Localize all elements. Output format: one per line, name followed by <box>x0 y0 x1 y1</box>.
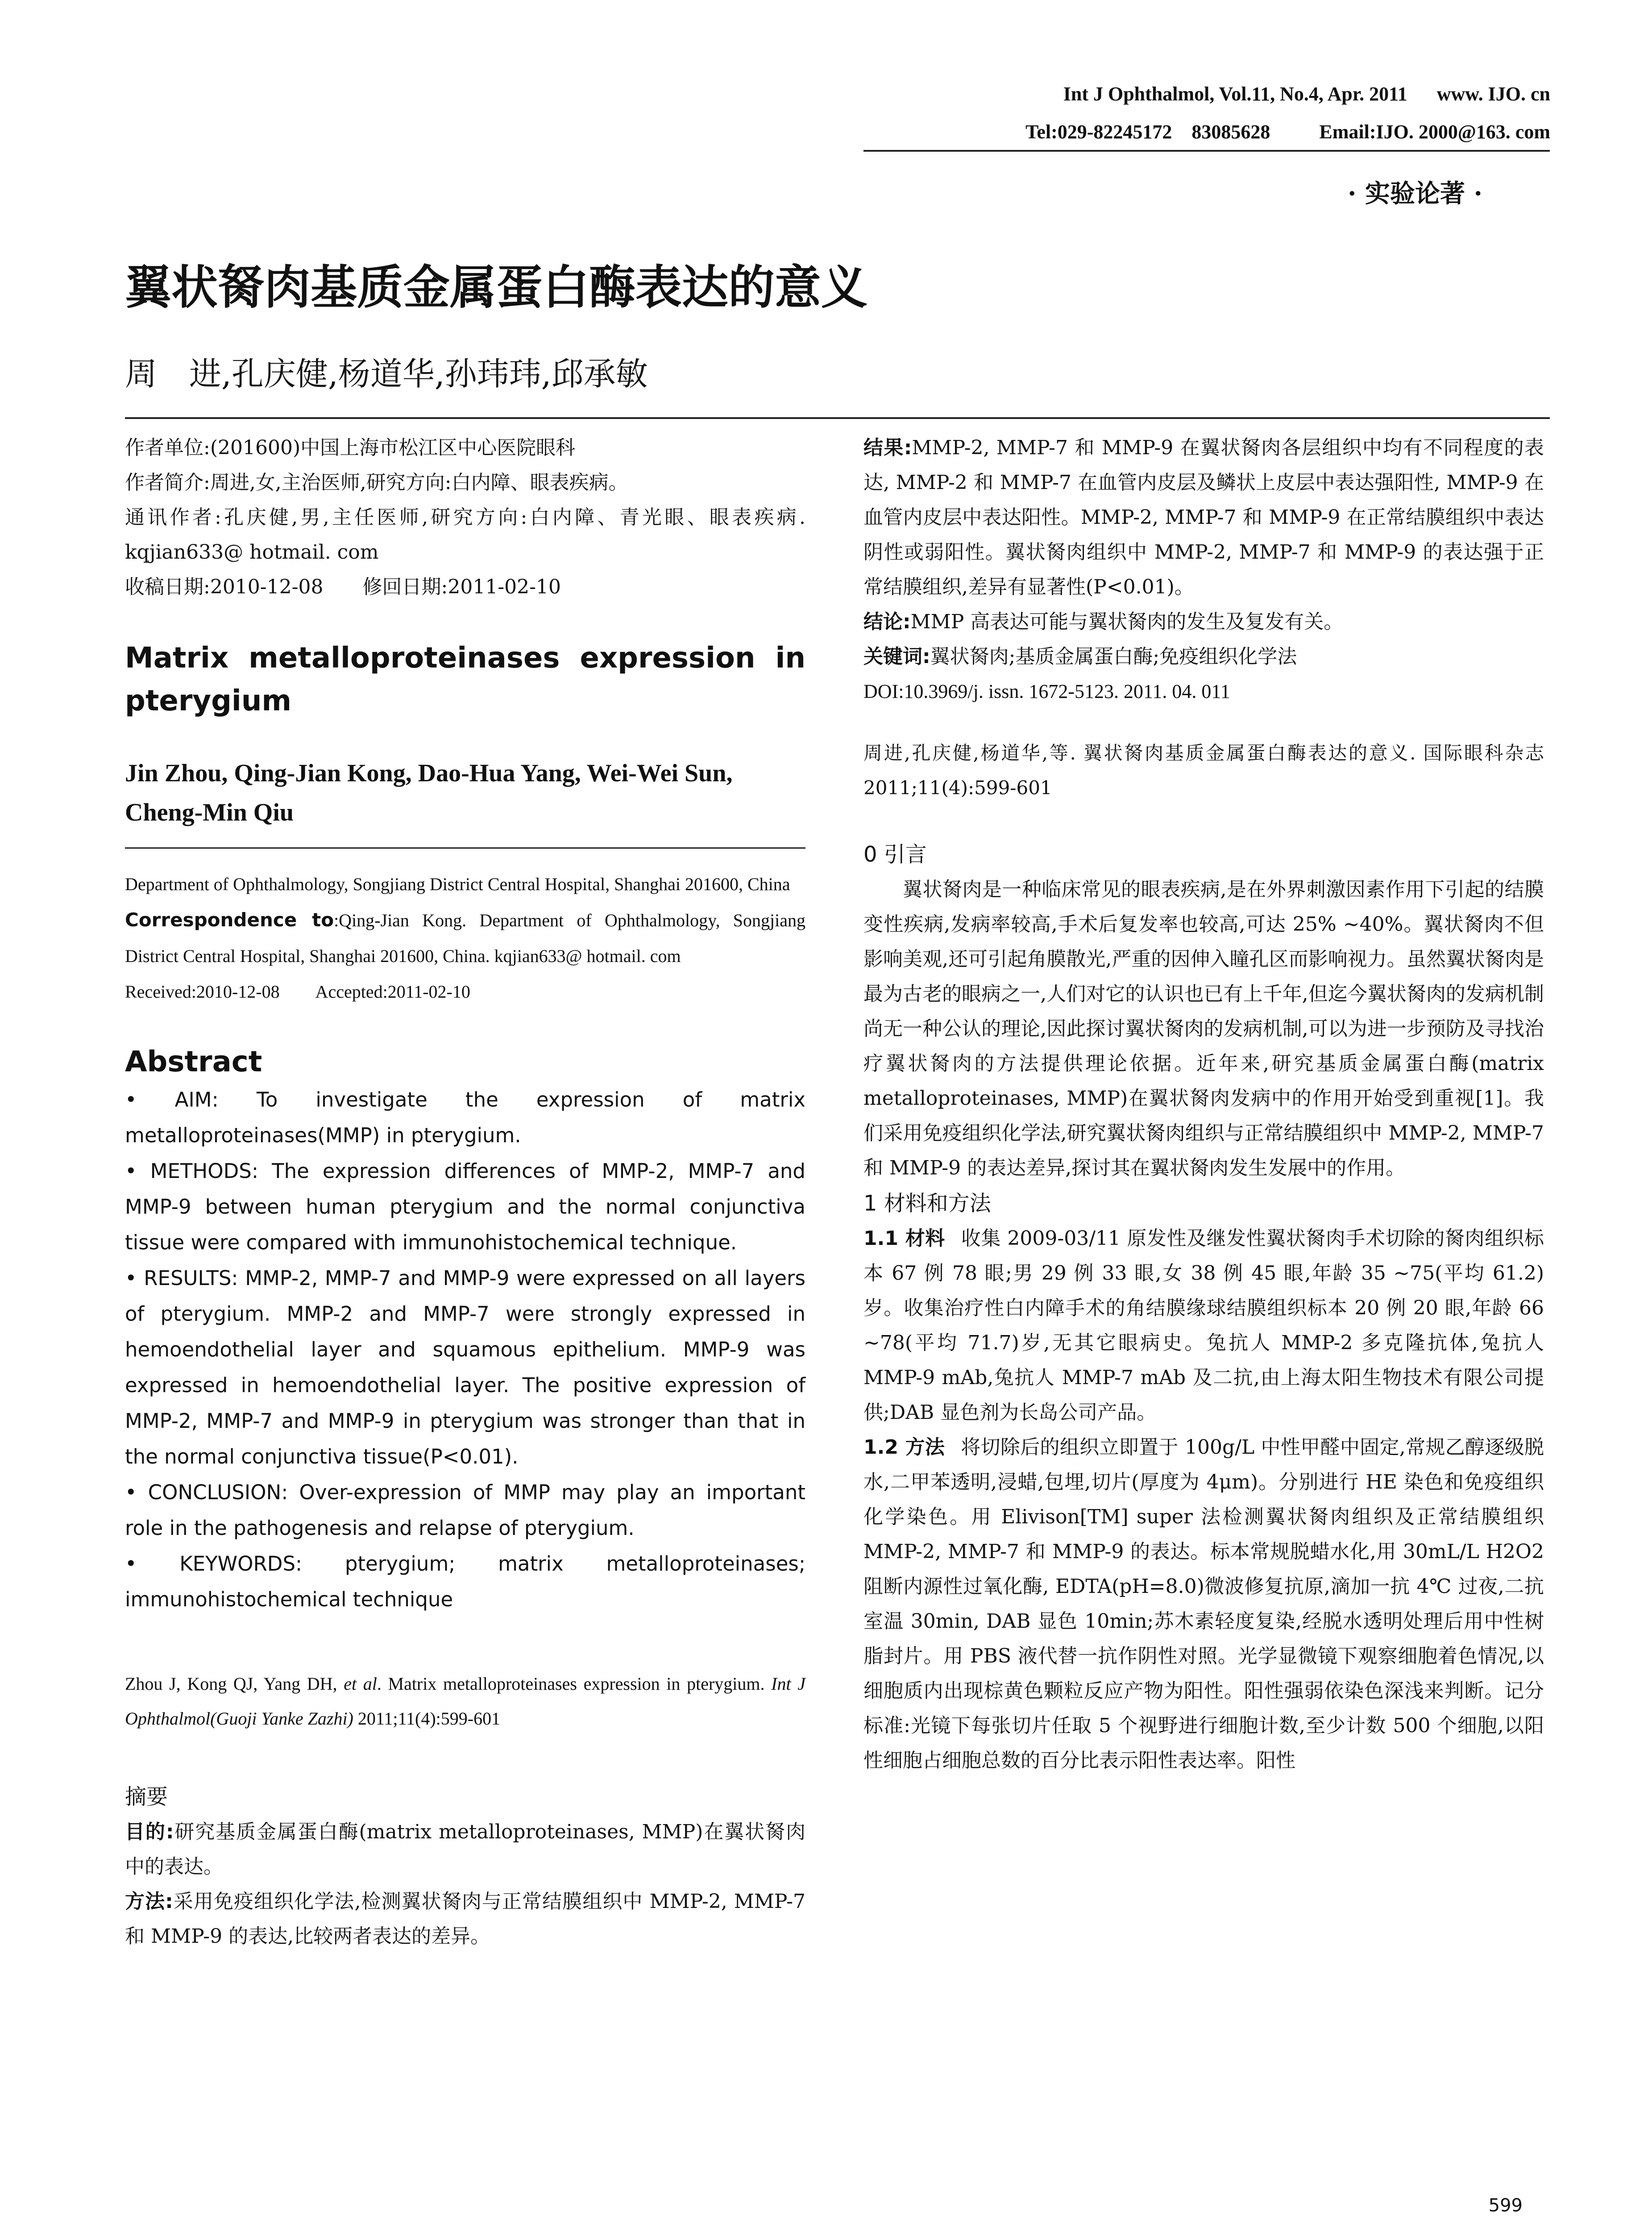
abstract-cn-methods-label: 方法: <box>125 1890 173 1913</box>
title-rule <box>125 417 1550 419</box>
affiliation-dates: Received:2010-12-08 Accepted:2011-02-10 <box>125 982 470 1002</box>
section-tag: · 实验论著 · <box>1348 179 1482 208</box>
method-label: 1.2 方法 <box>863 1436 945 1459</box>
english-citation <box>125 1667 805 1736</box>
citation-title: . Matrix metalloproteinases expression in pterygium. <box>377 1674 772 1694</box>
abstract-aim: • AIM: To investigate the expression of matrix metalloproteinases(MMP) in pterygium. <box>125 1088 805 1147</box>
author-info <box>125 431 805 605</box>
header-rule <box>863 150 1550 152</box>
correspondence-label: Correspondence to <box>125 909 334 931</box>
corresponding-author: 通讯作者:孔庆健,男,主任医师,研究方向:白内障、青光眼、眼表疾病. kqjian633@ hotmail. com <box>125 506 805 564</box>
abstract-cn-results-label: 结果: <box>863 436 912 459</box>
abstract-cn-aim-text: 研究基质金属蛋白酶(matrix metalloproteinases, MMP)在翼状胬肉中的表达。 <box>125 1820 805 1878</box>
english-affiliation <box>125 867 805 1010</box>
method-paragraph <box>863 1430 1544 1778</box>
doi: DOI:10.3969/j. issn. 1672-5123. 2011. 04. 011 <box>863 680 1230 702</box>
citation-authors: Zhou J, Kong QJ, Yang DH, <box>125 1674 344 1694</box>
right-column <box>863 431 1544 1778</box>
abstract-cn-conclusion-text: MMP 高表达可能与翼状胬肉的发生及复发有关。 <box>910 610 1344 633</box>
abstract-cn-keywords-label: 关键词: <box>863 645 930 668</box>
abstract-conclusion: • CONCLUSION: Over-expression of MMP may play an important role in the pathogenesis and relapse of pterygium. <box>125 1480 805 1540</box>
left-column <box>125 431 805 1954</box>
affiliation-dept: Department of Ophthalmology, Songjiang District Central Hospital, Shanghai 201600, China <box>125 874 790 894</box>
english-title: Matrix metalloproteinases expression in pterygium <box>125 642 805 717</box>
abstract-cn-heading: 摘要 <box>125 1784 168 1809</box>
received-dates: 收稿日期:2010-12-08 修回日期:2011-02-10 <box>125 576 561 598</box>
abstract-cn-conclusion <box>863 605 1544 639</box>
abstract-results: • RESULTS: MMP-2, MMP-7 and MMP-9 were expressed on all layers of pterygium. MMP-2 and MMP-7 were strongly expressed in hemoendothelial layer and squamous epithelium. MMP-9 was expressed in hemoendothelial layer. The positive expression of MMP-2, MMP-7 and MMP-9 in pterygium was stronger than that in the normal conjunctiva tissue(P<0.01). <box>125 1266 805 1468</box>
chinese-citation: 周进,孔庆健,杨道华,等. 翼状胬肉基质金属蛋白酶表达的意义. 国际眼科杂志 2011;11(4):599-601 <box>863 742 1544 799</box>
materials-label: 1.1 材料 <box>863 1227 945 1250</box>
abstract-cn-keywords-text: 翼状胬肉;基质金属蛋白酶;免疫组织化学法 <box>930 645 1297 668</box>
author-intro: 作者简介:周进,女,主治医师,研究方向:白内障、眼表疾病。 <box>125 471 628 494</box>
abstract-keywords: • KEYWORDS: pterygium; matrix metalloproteinases; immunohistochemical technique <box>125 1552 805 1611</box>
authors-rule <box>125 847 805 849</box>
correspondence-text: :Qing-Jian Kong. Department of Ophthalmology, Songjiang District Central Hospital, Shanghai 201600, China. kqjian633@ hotmail. com <box>125 910 805 966</box>
methods-heading: 1 材料和方法 <box>863 1191 991 1216</box>
journal-header-line2: Tel:029-82245172 83085628 Email:IJO. 2000@163. com <box>1025 121 1550 143</box>
abstract-cn-methods-text: 采用免疫组织化学法,检测翼状胬肉与正常结膜组织中 MMP-2, MMP-7 和 MMP-9 的表达,比较两者表达的差异。 <box>125 1890 805 1948</box>
abstract-cn-aim-label: 目的: <box>125 1820 174 1843</box>
journal-header-line1: Int J Ophthalmol, Vol.11, No.4, Apr. 2011 www. IJO. cn <box>1063 83 1550 105</box>
authors-cn: 周 进,孔庆健,杨道华,孙玮玮,邱承敏 <box>125 355 648 393</box>
abstract-methods: • METHODS: The expression differences of MMP-2, MMP-7 and MMP-9 between human pterygium and the normal conjunctiva tissue were compared with immunohistochemical technique. <box>125 1159 805 1254</box>
abstract-heading: Abstract <box>125 1045 262 1078</box>
page-title: 翼状胬肉基质金属蛋白酶表达的意义 <box>125 260 868 315</box>
intro-text: 翼状胬肉是一种临床常见的眼表疾病,是在外界刺激因素作用下引起的结膜变性疾病,发病率较高,手术后复发率也较高,可达 25% ~40%。翼状胬肉不但影响美观,还可引起角膜散光,严重的因伸入瞳孔区而影响视力。虽然翼状胬肉是最为古老的眼病之一,人们对它的认识也已有上千年,但迄今翼状胬肉的发病机制尚无一种公认的理论,因此探讨翼状胬肉的发病机制,可以为进一步预防及寻找治疗翼状胬肉的方法提供理论依据。近年来,研究基质金属蛋白酶(matrix metalloproteinases, MMP)在翼状胬肉发病中的作用开始受到重视[1]。我们采用免疫组织化学法,研究翼状胬肉组织与正常结膜组织中 MMP-2, MMP-7 和 MMP-9 的表达差异,探讨其在翼状胬肉发生发展中的作用。 <box>863 878 1544 1179</box>
abstract-cn-aim <box>125 1815 805 1884</box>
author-unit: 作者单位:(201600)中国上海市松江区中心医院眼科 <box>125 436 576 459</box>
english-authors: Jin Zhou, Qing-Jian Kong, Dao-Hua Yang, Wei-Wei Sun, Cheng-Min Qiu <box>125 759 733 826</box>
abstract-cn-keywords <box>863 639 1544 674</box>
materials-paragraph <box>863 1221 1544 1430</box>
intro-heading: 0 引言 <box>863 842 927 867</box>
citation-journal: Int J Ophthalmol(Guoji Yanke Zazhi) <box>125 1674 805 1729</box>
citation-ref: 2011;11(4):599-601 <box>353 1708 501 1729</box>
materials-text: 收集 2009-03/11 原发性及继发性翼状胬肉手术切除的胬肉组织标本 67 例 78 眼;男 29 例 33 眼,女 38 例 45 眼,年龄 35 ~75(平均 61.2)岁。收集治疗性白内障手术的角结膜缘球结膜组织标本 20 例 20 眼,年龄 66 ~78(平均 71.7)岁,无其它眼病史。兔抗人 MMP-2 多克隆抗体,兔抗人 MMP-9 mAb,兔抗人 MMP-7 mAb 及二抗,由上海太阳生物技术有限公司提供;DAB 显色剂为长岛公司产品。 <box>863 1227 1544 1424</box>
page-number: 599 <box>1488 2195 1523 2216</box>
abstract-cn-methods <box>125 1884 805 1954</box>
citation-etal: et al <box>344 1674 377 1694</box>
method-text: 将切除后的组织立即置于 100g/L 中性甲醛中固定,常规乙醇逐级脱水,二甲苯透明,浸蜡,包埋,切片(厚度为 4μm)。分别进行 HE 染色和免疫组织化学染色。用 Elivison[TM] super 法检测翼状胬肉组织及正常结膜组织 MMP-2, MMP-7 和 MMP-9 的表达。标本常规脱蜡水化,用 30mL/L H2O2 阻断内源性过氧化酶, EDTA(pH=8.0)微波修复抗原,滴加一抗 4℃ 过夜,二抗室温 30min, DAB 显色 10min;苏木素轻度复染,经脱水透明处理后用中性树脂封片。用 PBS 液代替一抗作阴性对照。光学显微镜下观察细胞着色情况,以细胞质内出现棕黄色颗粒反应产物为阳性。阳性强弱依染色深浅来判断。记分标准:光镜下每张切片任取 5 个视野进行细胞计数,至少计数 500 个细胞,以阳性细胞占细胞总数的百分比表示阳性表达率。阳性 <box>863 1436 1544 1772</box>
correspondence <box>125 902 805 974</box>
abstract-cn-results <box>863 431 1544 605</box>
abstract-cn-results-text: MMP-2, MMP-7 和 MMP-9 在翼状胬肉各层组织中均有不同程度的表达, MMP-2 和 MMP-7 在血管内皮层及鳞状上皮层中表达强阳性, MMP-9 在血管内皮层中表达阳性。MMP-2, MMP-7 和 MMP-9 在正常结膜组织中表达阴性或弱阳性。翼状胬肉组织中 MMP-2, MMP-7 和 MMP-9 的表达强于正常结膜组织,差异有显著性(P<0.01)。 <box>863 436 1544 598</box>
abstract-cn-conclusion-label: 结论: <box>863 610 911 633</box>
